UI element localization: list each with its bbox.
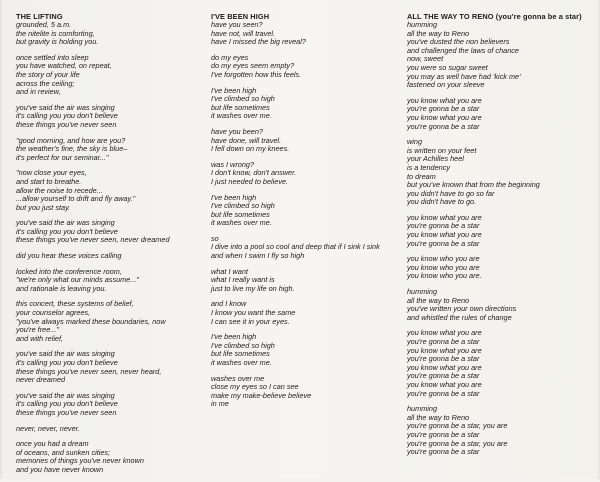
lyric-line: you're gonna be a star <box>407 104 480 114</box>
stanza <box>407 138 597 207</box>
lyric-line: it washes over me. <box>211 358 272 367</box>
lyric-line: and rationale is leaving you. <box>16 283 107 293</box>
lyric-line: humming <box>407 287 438 297</box>
lyric-line: was I wrong? <box>211 159 254 169</box>
lyric-line: and you have never known <box>16 464 104 474</box>
stanza <box>16 54 204 97</box>
stanza <box>211 128 391 154</box>
lyric-line: ...allow yourself to drift and fly away." <box>16 194 136 204</box>
stanza <box>16 169 204 212</box>
lyric-line: you're gonna be a star <box>407 337 480 346</box>
lyric-line: allow the noise to recede... <box>16 185 103 195</box>
lyric-line: these things you've never seen <box>16 407 117 417</box>
lyric-line: it's calling you you don't believe <box>16 358 118 367</box>
stanza <box>211 235 391 261</box>
stanza <box>211 54 391 80</box>
lyric-line: I know you want the same <box>211 308 296 318</box>
lyric-line: you didn't have to go. <box>407 197 477 207</box>
lyric-line: you were so sugar sweet <box>407 62 488 72</box>
lyric-line: and start to breathe. <box>16 176 82 186</box>
lyric-line: have done, will travel. <box>211 135 282 145</box>
lyric-line: you're gonna be a star, you are <box>407 438 508 448</box>
lyric-line: you know who you are. <box>407 271 482 281</box>
lyric-line: so <box>211 233 219 243</box>
lyric-line: what I want <box>211 266 248 276</box>
lyric-line: and whistled the rules of change <box>407 312 512 322</box>
stanza <box>407 405 597 457</box>
stanza <box>407 288 597 322</box>
lyric-line: and with relief, <box>16 333 64 343</box>
lyric-line: and challenged the laws of chance <box>407 45 519 55</box>
lyric-line: your counselor agrees, <box>16 308 91 318</box>
stanza <box>211 194 391 228</box>
lyric-line: I've forgotten how this feels. <box>211 69 302 79</box>
lyric-line: you didn't have to go so far <box>407 188 495 198</box>
lyric-line: of oceans, and sunken cities; <box>16 447 111 457</box>
lyric-line: is written on your feet <box>407 145 477 155</box>
stanza <box>407 329 597 398</box>
stanza <box>407 255 597 281</box>
lyric-line: you've said the air was singing <box>16 390 115 400</box>
lyric-line: humming <box>407 20 438 29</box>
lyric-line: you know who you are <box>407 262 480 272</box>
stanza <box>407 97 597 131</box>
lyric-line: you're gonna be a star <box>407 121 480 131</box>
stanza <box>407 214 597 248</box>
lyric-line: do my eyes <box>211 52 249 62</box>
lyric-line: washes over me <box>211 373 265 383</box>
lyric-line: you've said the air was singing <box>16 102 115 112</box>
lyric-line: this concert, these systems of belief, <box>16 299 134 309</box>
lyric-line: "good morning, and how are you? <box>16 135 126 145</box>
lyric-line: I've been high <box>211 85 257 95</box>
lyric-line: you know what you are <box>407 328 482 338</box>
lyric-line: what I really want is <box>211 275 275 285</box>
song-title: I'VE BEEN HIGH <box>211 12 270 21</box>
lyric-line: now, sweet <box>407 54 444 64</box>
lyric-line: grounded, 5 a.m. <box>16 20 72 29</box>
song-title: THE LIFTING <box>16 12 63 21</box>
lyric-line: you're gonna be a star <box>407 221 480 231</box>
lyric-line: do my eyes seem empty? <box>211 61 295 71</box>
lyric-line: it's calling you you don't believe <box>16 111 118 121</box>
lyric-line: you're gonna be a star <box>407 447 480 457</box>
stanza <box>16 350 204 384</box>
page-edge-left <box>0 0 2 479</box>
lyric-line: you know who you are <box>407 254 480 264</box>
lyric-line: "now close your eyes, <box>16 168 87 178</box>
lyric-line: you may as well have had 'kick me' <box>407 71 521 81</box>
lyric-line: I've climbed so high <box>211 340 275 350</box>
song-title: ALL THE WAY TO RENO (you're gonna be a star) <box>407 12 582 21</box>
lyric-line: locked into the conference room, <box>16 266 122 276</box>
lyric-line: you've said the air was singing <box>16 349 115 359</box>
lyric-line: the story of your life <box>16 69 80 79</box>
lyric-line: all the way to Reno <box>407 295 470 305</box>
lyric-line: you've said the air was singing <box>16 218 115 228</box>
lyric-line: you're gonna be a star <box>407 354 480 364</box>
lyric-line: it washes over me. <box>211 111 272 121</box>
lyric-line: but life sometimes <box>211 349 270 359</box>
lyric-line: you're free..." <box>16 325 59 335</box>
lyric-line: you know what you are <box>407 230 482 240</box>
lyric-line: I've been high <box>211 332 257 342</box>
stanza <box>16 219 204 245</box>
lyrics-column-the-lifting <box>16 12 204 482</box>
lyric-line: "you've always marked these boundaries, now <box>16 316 166 326</box>
lyric-line: you know what you are <box>407 379 482 389</box>
lyric-line: you know what you are <box>407 112 482 122</box>
stanza <box>16 104 204 130</box>
lyric-line: across the ceiling; <box>16 78 75 88</box>
lyric-line: it's perfect for our seminar..." <box>16 152 109 162</box>
lyric-line: it's calling you you don't believe <box>16 226 118 236</box>
lyric-line: I've climbed so high <box>211 94 275 104</box>
lyric-line: and when I swim I fly so high <box>211 251 305 261</box>
lyric-line: but life sometimes <box>211 102 270 112</box>
stanza <box>16 440 204 474</box>
stanza <box>16 268 204 294</box>
lyric-line: you've dusted the non believers <box>407 37 510 47</box>
lyric-line: it's calling you you don't believe <box>16 399 118 409</box>
stanza <box>211 268 391 294</box>
lyric-line: I can see it in your eyes. <box>211 316 290 326</box>
lyric-line: in me <box>211 399 229 409</box>
lyric-line: I don't know, don't answer. <box>211 168 297 178</box>
lyric-line: these things you've never seen <box>16 119 117 129</box>
lyric-line: you've written your own directions <box>407 304 517 314</box>
stanza-list <box>407 21 597 457</box>
lyric-line: but you just stay. <box>16 202 71 212</box>
lyric-line: but gravity is holding you. <box>16 37 99 47</box>
stanza <box>211 87 391 121</box>
lyric-line: fastened on your sleeve <box>407 80 485 90</box>
lyric-line: I fell down on my knees. <box>211 144 290 154</box>
lyric-line: did you hear these voices calling <box>16 251 122 261</box>
lyric-line: once settled into sleep <box>16 52 89 62</box>
stanza <box>16 300 204 343</box>
lyric-line: you know what you are <box>407 345 482 355</box>
stanza <box>211 375 391 409</box>
stanza-list <box>16 21 204 475</box>
lyric-line: humming <box>407 404 438 414</box>
lyric-line: have you been? <box>211 126 263 136</box>
lyric-line: your Achilles heel <box>407 154 464 164</box>
lyric-line: once you had a dream <box>16 439 89 449</box>
lyric-line: and I know <box>211 299 247 309</box>
stanza <box>407 21 597 90</box>
lyric-line: you know what you are <box>407 362 482 372</box>
lyric-line: is a tendency <box>407 162 450 172</box>
lyric-line: you're gonna be a star <box>407 371 480 381</box>
lyric-line: memories of things you've never known <box>16 456 144 466</box>
lyric-line: you're gonna be a star, you are <box>407 421 508 431</box>
lyric-line: I've climbed so high <box>211 201 275 211</box>
lyric-line: you're gonna be a star <box>407 238 480 248</box>
stanza <box>16 392 204 418</box>
lyric-line: just to live my life on high. <box>211 283 295 293</box>
lyric-line: all the way to Reno <box>407 28 470 38</box>
lyrics-column-ive-been-high <box>211 12 391 416</box>
lyric-line: I just needed to believe. <box>211 176 289 186</box>
stanza <box>16 252 204 261</box>
lyric-line: "we're only what our minds assume..." <box>16 275 139 285</box>
lyric-line: you know what you are <box>407 212 482 222</box>
lyric-line: these things you've never seen, never dreamed <box>16 235 170 245</box>
stanza <box>16 21 204 47</box>
lyric-line: have you seen? <box>211 20 263 29</box>
lyric-line: the weather's fine, the sky is blue– <box>16 144 128 154</box>
stanza <box>16 137 204 163</box>
stanza <box>16 425 204 434</box>
stanza <box>211 161 391 187</box>
lyric-line: but life sometimes <box>211 209 270 219</box>
lyric-line: wing <box>407 137 423 147</box>
lyric-line: you have watched, on repeat, <box>16 61 112 71</box>
lyric-line: and in review, <box>16 87 61 97</box>
lyric-line: but you've known that from the beginning <box>407 180 540 190</box>
stanza <box>211 300 391 326</box>
lyric-line: I've been high <box>211 192 257 202</box>
lyric-line: have not, will travel. <box>211 28 276 38</box>
lyric-line: you're gonna be a star <box>407 388 480 398</box>
lyric-line: have I missed the big reveal? <box>211 37 306 47</box>
lyric-line: never, never, never. <box>16 423 80 433</box>
stanza-list <box>211 21 391 409</box>
stanza <box>211 333 391 367</box>
lyric-line: I dive into a pool so cool and deep that if I sink I sink <box>211 242 380 252</box>
lyric-line: close my eyes so I can see <box>211 382 299 392</box>
lyric-line: the nitelite is comforting, <box>16 28 95 38</box>
lyric-line: all the way to Reno <box>407 412 470 422</box>
lyric-line: these things you've never seen, never heard, <box>16 366 162 376</box>
lyric-line: never dreamed <box>16 375 66 385</box>
lyric-line: make my make-believe believe <box>211 390 312 400</box>
stanza <box>211 21 391 47</box>
lyric-line: you know what you are <box>407 95 482 105</box>
lyrics-column-all-the-way-to-reno <box>407 12 597 464</box>
lyric-line: it washes over me. <box>211 218 272 228</box>
lyric-line: you're gonna be a star <box>407 429 480 439</box>
lyric-line: to dream <box>407 171 436 181</box>
